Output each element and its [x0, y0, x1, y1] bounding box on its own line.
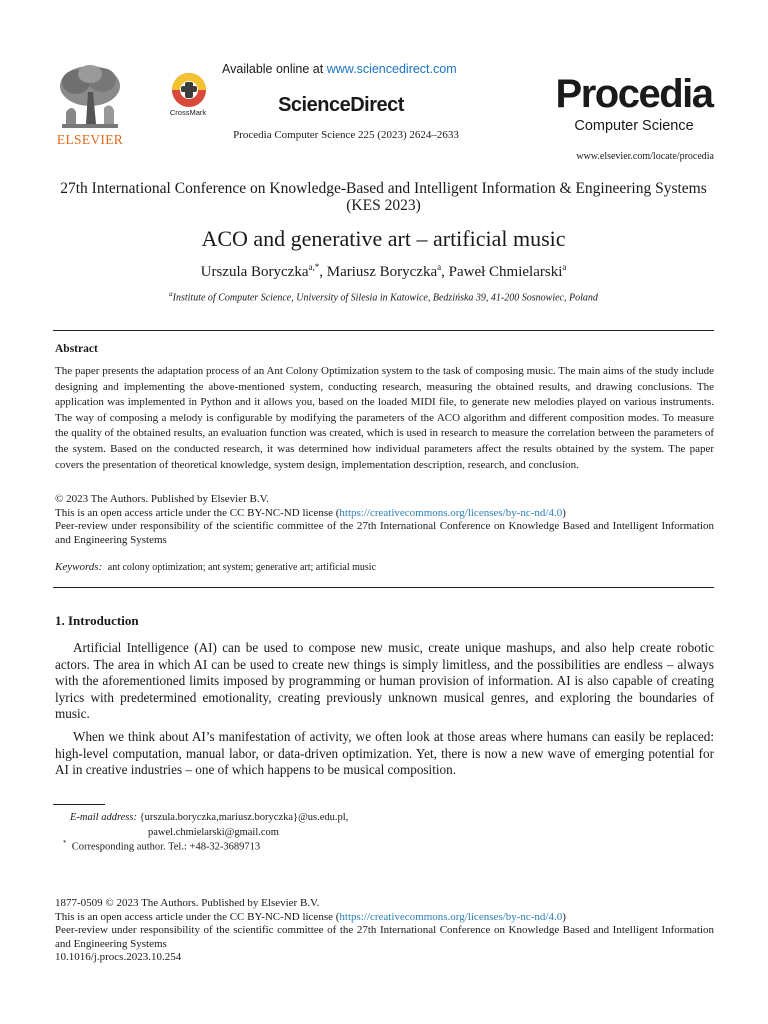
affiliation	[53, 290, 714, 303]
divider	[53, 330, 714, 331]
author-name: Mariusz Boryczka	[326, 264, 438, 280]
doi[interactable]: 10.1016/j.procs.2023.10.254	[55, 951, 182, 963]
conference-name: 27th International Conference on Knowledge-Based and Intelligent Information & Engineering Systems (KES 2023)	[60, 180, 707, 214]
corresp-text: Corresponding author. Tel.: +48-32-3689713	[71, 841, 261, 853]
footnote-rule	[53, 804, 105, 805]
procedia-logo: Procedia	[555, 72, 713, 116]
author-affil-mark: a	[437, 262, 442, 272]
divider	[53, 587, 714, 588]
footer-license-link[interactable]: https://creativecommons.org/licenses/by-nc-nd/4.0	[339, 910, 563, 923]
corresponding-author	[63, 839, 260, 853]
author-list: Urszula Boryczka$^{a,*}$, Mariusz Boryczka$^a$, Paweł Chmielarski$^a$	[200, 262, 567, 280]
author-affil-mark: a	[562, 262, 567, 272]
keywords	[55, 561, 376, 573]
license-line	[55, 507, 714, 521]
footer-license	[55, 911, 714, 925]
available-online	[222, 62, 457, 76]
footer-peer-review: Peer-review under responsibility of the scientific committee of the 27th International Conference on Knowledge Based and Intelligent Information and Engineering Systems	[55, 924, 714, 950]
issn-line	[55, 897, 714, 911]
section-heading: 1. Introduction	[55, 613, 139, 628]
intro-paragraph: When we think about AI’s manifestation of activity, we often look at those areas where humans can easily be replaced: high-level computation, manual labor, or data-driven optimization. Yet, there is now a new wave of emerging potential for AI in creative industries – one of which happens to be musical composition.	[55, 729, 714, 778]
author-name: Urszula Boryczka	[200, 264, 309, 280]
issn: 1877-0509	[55, 897, 103, 909]
author-name: Paweł Chmielarski	[448, 264, 563, 280]
elsevier-wordmark: ELSEVIER	[56, 132, 124, 147]
journal-reference: Procedia Computer Science 225 (2023) 2624–2633	[233, 129, 459, 141]
footer-copyright: © 2023 The Authors. Published by Elsevier B.V.	[105, 897, 320, 909]
journal-url[interactable]: www.elsevier.com/locate/procedia	[576, 151, 714, 162]
affiliation-mark: a	[169, 290, 173, 298]
email-address[interactable]: pawel.chmielarski@gmail.com	[148, 827, 279, 838]
license-link[interactable]: https://creativecommons.org/licenses/by-nc-nd/4.0	[339, 506, 563, 519]
email-label: E-mail address:	[70, 812, 137, 823]
abstract-heading: Abstract	[55, 343, 98, 355]
keywords-label: Keywords:	[55, 561, 103, 573]
license-prefix: This is an open access article under the CC BY-NC-ND license (	[55, 506, 340, 519]
license-suffix: )	[562, 506, 566, 519]
copyright-block	[55, 493, 714, 547]
paper-title: ACO and generative art – artificial music	[201, 226, 566, 251]
footer-license-suffix: )	[562, 910, 566, 923]
page-footer	[55, 897, 714, 965]
sciencedirect-link[interactable]: www.sciencedirect.com	[326, 62, 457, 76]
author-affil-mark: a,*	[308, 262, 320, 272]
sciencedirect-logo: ScienceDirect	[278, 94, 404, 116]
affiliation-text: Institute of Computer Science, University of Silesia in Katowice, Bedzińska 39, 41-200 Sosnowiec, Poland	[172, 292, 598, 304]
crossmark-icon	[166, 70, 212, 110]
email-address[interactable]: {urszula.boryczka,mariusz.boryczka}@us.edu.pl,	[139, 812, 349, 823]
footer-license-prefix: This is an open access article under the CC BY-NC-ND license (	[55, 910, 340, 923]
peer-review-line: Peer-review under responsibility of the scientific committee of the 27th International Conference on Knowledge Based and Intelligent Information and Engineering Systems	[55, 520, 714, 546]
abstract-text: The paper presents the adaptation process of an Ant Colony Optimization system to the task of composing music. The main aims of the study include designing and implementing the above-mentioned system, conducting research, measuring the obtained results, and drawing conclusions. The application was implemented in Python and it allows you, based on the loaded MIDI file, to generate new melodies played on various instruments. The way of composing a melody is configurable by modifying the parameters of the ACO algorithm and different composition modes. To measure the quality of the obtained results, an evaluation function was created, which is used in research to measure the correlation between the parameters of the system. Based on the conducted research, it was determined how individual parameters affect the results obtained by the system. The paper covers the presentation of theoretical knowledge, system design, implementation description, research, and conclusion.	[55, 365, 714, 471]
copyright-line: © 2023 The Authors. Published by Elsevier B.V.	[55, 493, 269, 505]
available-prefix: Available online at	[222, 62, 327, 76]
keywords-text: ant colony optimization; ant system; generative art; artificial music	[107, 562, 377, 573]
intro-paragraph: Artificial Intelligence (AI) can be used to compose new music, create unique mashups, and also help create robotic actors. The area in which AI can be used to create new things is simply limitless, and the possibilities are endless – always with the aforementioned limits imposed by programming or human provision of information. AI is also capable of creating lyrics with predetermined emotionality, creating previously unknown musical genres, and exploring the boundaries of music.	[55, 640, 714, 722]
email-footnote	[70, 810, 348, 840]
corresp-mark: *	[63, 839, 67, 847]
procedia-subtitle: Computer Science	[574, 118, 694, 134]
crossmark-label: CrossMark	[169, 108, 207, 117]
